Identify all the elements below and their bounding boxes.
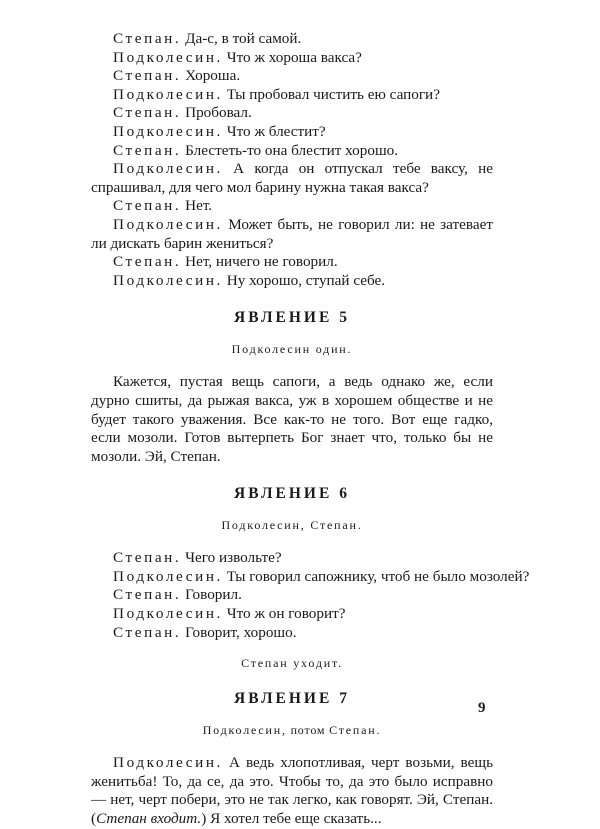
speaker-name: Подколесин. — [113, 605, 223, 623]
dialogue-text: Говорил. — [181, 586, 242, 604]
speaker-name: Степан. — [113, 623, 182, 641]
dialogue-text: Говорит, хорошо. — [181, 623, 297, 641]
speaker-name: Степан. — [113, 141, 182, 159]
dialogue-line — [91, 567, 530, 587]
speaker-name: Степан. — [113, 549, 182, 567]
page-text — [91, 30, 530, 829]
dialogue-line — [91, 123, 493, 142]
dialogue-line — [91, 104, 493, 123]
dialogue-line — [91, 624, 493, 643]
dialogue-text: Что ж хороша вакса? — [222, 48, 362, 66]
dialogue-text: Что ж он говорит? — [222, 605, 346, 623]
dialogue-text: ) Я хотел тебе еще сказать... — [201, 810, 382, 828]
dialogue-paragraph — [91, 754, 493, 828]
scene-cast — [91, 517, 493, 533]
speaker-name: Подколесин. — [113, 85, 223, 103]
cast-name: Степан. — [329, 723, 382, 738]
scene-heading: ЯВЛЕНИЕ 5 — [234, 309, 350, 327]
speaker-name: Подколесин. — [113, 160, 223, 178]
dialogue-text: Нет. — [181, 197, 213, 215]
dialogue-text: А ведь хлопотливая, черт возьми, вещь женитьба! То, да се, да это. Чтобы то, да это было исправно — нет, черт побери, это не так легко, как говорят. Эй, Степан. ( — [91, 754, 493, 828]
dialogue-line — [91, 272, 493, 291]
dialogue-line — [91, 30, 493, 49]
dialogue-text: Да-с, в той самой. — [181, 30, 302, 47]
dialogue-text: Ты говорил сапожнику, чтоб не было мозолей? — [222, 567, 530, 585]
dialogue-line — [91, 605, 493, 624]
dialogue-block-scene4 — [91, 30, 493, 290]
speaker-name: Степан. — [113, 30, 182, 47]
speaker-name: Подколесин. — [113, 215, 223, 233]
dialogue-text: Ну хорошо, ступай себе. — [222, 271, 386, 289]
dialogue-line — [91, 142, 493, 161]
speaker-name: Подколесин. — [113, 122, 223, 140]
cast-connector: потом — [286, 723, 330, 738]
speaker-name: Подколесин. — [113, 271, 223, 289]
dialogue-text: Блестеть-то она блестит хорошо. — [181, 141, 399, 159]
cast-text: Подколесин один. — [231, 342, 353, 357]
dialogue-line — [91, 67, 493, 86]
stage-text: Степан уходит. — [241, 656, 343, 671]
dialogue-text: Нет, ничего не говорил. — [181, 253, 338, 271]
dialogue-line — [91, 253, 493, 272]
dialogue-line — [91, 49, 493, 68]
dialogue-paragraph — [91, 160, 493, 197]
speaker-name: Подколесин. — [113, 567, 223, 585]
dialogue-text: Ты пробовал чистить ею сапоги? — [222, 85, 440, 103]
scene-cast — [91, 341, 493, 357]
dialogue-block-scene6 — [91, 549, 530, 642]
speaker-name: Степан. — [113, 586, 182, 604]
speaker-name: Степан. — [113, 67, 182, 85]
scene-heading: ЯВЛЕНИЕ 6 — [234, 485, 350, 503]
dialogue-text: Хороша. — [181, 67, 241, 85]
dialogue-text: А когда он отпускал тебе ваксу, не спрашивал, для чего мол барину нужна такая вакса? — [91, 160, 493, 196]
scene-cast — [91, 722, 493, 738]
page-number: 9 — [478, 700, 486, 716]
speaker-name: Степан. — [113, 197, 182, 215]
dialogue-line — [91, 586, 493, 605]
stage-direction — [91, 655, 493, 671]
scene-heading: ЯВЛЕНИЕ 7 — [234, 690, 350, 708]
monologue-paragraph: Кажется, пустая вещь сапоги, а ведь однако же, если дурно сшиты, да рыжая вакса, уж в хорошем обществе и не будет такого уважения. Все как-то не того. Вот еще гадко, если мозоли. Готов вытерпеть Бог знает что, только бы не мозоли. Эй, Степан. — [91, 373, 493, 465]
dialogue-paragraph — [91, 216, 493, 253]
dialogue-text: Что ж блестит? — [222, 122, 326, 140]
dialogue-line — [91, 549, 493, 568]
cast-name: Подколесин, — [202, 723, 287, 738]
dialogue-text: Чего извольте? — [181, 549, 282, 567]
dialogue-text: Может быть, не говорил ли: не затевает ли дискать барин жениться? — [91, 215, 493, 252]
speaker-name: Степан. — [113, 104, 182, 122]
dialogue-line — [91, 197, 493, 216]
inline-stage-direction: Степан входит. — [96, 810, 202, 828]
cast-text: Подколесин, Степан. — [221, 518, 363, 533]
speaker-name: Подколесин. — [113, 754, 223, 772]
speaker-name: Степан. — [113, 253, 182, 271]
dialogue-line — [91, 86, 493, 105]
dialogue-text: Пробовал. — [181, 104, 252, 122]
speaker-name: Подколесин. — [113, 48, 223, 66]
